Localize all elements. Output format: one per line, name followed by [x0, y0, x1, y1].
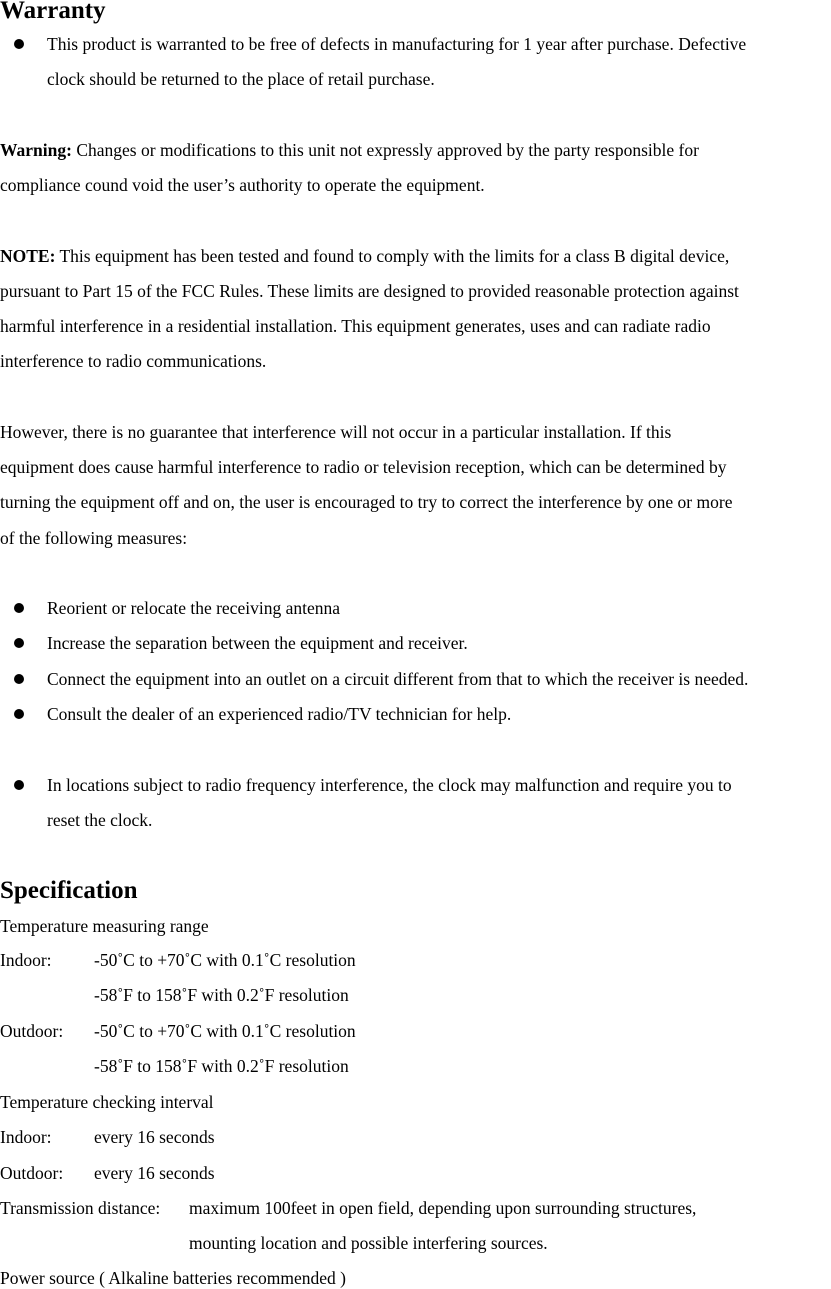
however-paragraph-line4: of the following measures: [0, 528, 188, 548]
outdoor-label: Outdoor: [0, 1021, 64, 1041]
specification-heading: Specification [0, 877, 138, 904]
warranty-text-line2: clock should be returned to the place of retail purchase. [47, 69, 435, 89]
bullet-icon [14, 674, 24, 684]
warranty-heading: Warranty [0, 0, 106, 24]
note-label: NOTE: [0, 246, 56, 266]
however-paragraph-line3: turning the equipment off and on, the user is encouraged to try to correct the interference by one or more [0, 492, 733, 512]
power-source: Power source ( Alkaline batteries recommended ) [0, 1268, 346, 1288]
outdoor-fahrenheit-range: -58˚F to 158˚F with 0.2˚F resolution [94, 1056, 349, 1076]
transmission-value-line2: mounting location and possible interfering sources. [189, 1233, 548, 1253]
interval-indoor-label: Indoor: [0, 1127, 52, 1147]
list-item: Consult the dealer of an experienced radio/TV technician for help. [47, 704, 512, 724]
list-item: Increase the separation between the equipment and receiver. [47, 633, 468, 653]
interval-outdoor-label: Outdoor: [0, 1163, 64, 1183]
interval-label: Temperature checking interval [0, 1092, 214, 1112]
bullet-icon [14, 709, 24, 719]
however-paragraph-line1: However, there is no guarantee that interference will not occur in a particular installation. If this [0, 422, 672, 442]
note-paragraph-line4: interference to radio communications. [0, 351, 267, 371]
indoor-celsius-range: -50˚C to +70˚C with 0.1˚C resolution [94, 950, 356, 970]
note-paragraph-line1 [0, 245, 729, 267]
however-paragraph-line2: equipment does cause harmful interference to radio or television reception, which can be determined by [0, 457, 727, 477]
bullet-icon [14, 603, 24, 613]
interference-note-line1: In locations subject to radio frequency interference, the clock may malfunction and require you to [47, 775, 732, 795]
note-paragraph-line2: pursuant to Part 15 of the FCC Rules. These limits are designed to provided reasonable protection against [0, 281, 739, 301]
interval-outdoor-value: every 16 seconds [94, 1163, 215, 1183]
transmission-label: Transmission distance: [0, 1198, 161, 1218]
bullet-icon [14, 638, 24, 648]
interference-note-line2: reset the clock. [47, 810, 153, 830]
warning-paragraph-line1 [0, 139, 699, 161]
interval-indoor-value: every 16 seconds [94, 1127, 215, 1147]
list-item: Connect the equipment into an outlet on a circuit different from that to which the receiver is needed. [47, 669, 749, 689]
bullet-icon [14, 39, 24, 49]
warranty-text-line1: This product is warranted to be free of defects in manufacturing for 1 year after purchase. Defective [47, 34, 747, 54]
warning-label: Warning: [0, 140, 72, 160]
note-text: This equipment has been tested and found to comply with the limits for a class B digital device, [55, 246, 730, 266]
warning-paragraph-line2: compliance cound void the user’s authority to operate the equipment. [0, 175, 485, 195]
note-paragraph-line3: harmful interference in a residential installation. This equipment generates, uses and can radiate radio [0, 316, 711, 336]
warning-text: Changes or modifications to this unit not expressly approved by the party responsible for [71, 140, 699, 160]
indoor-label: Indoor: [0, 950, 52, 970]
indoor-fahrenheit-range: -58˚F to 158˚F with 0.2˚F resolution [94, 985, 349, 1005]
outdoor-celsius-range: -50˚C to +70˚C with 0.1˚C resolution [94, 1021, 356, 1041]
list-item: Reorient or relocate the receiving antenna [47, 598, 340, 618]
temp-range-label: Temperature measuring range [0, 916, 209, 936]
bullet-icon [14, 780, 24, 790]
transmission-value-line1: maximum 100feet in open field, depending upon surrounding structures, [189, 1198, 697, 1218]
